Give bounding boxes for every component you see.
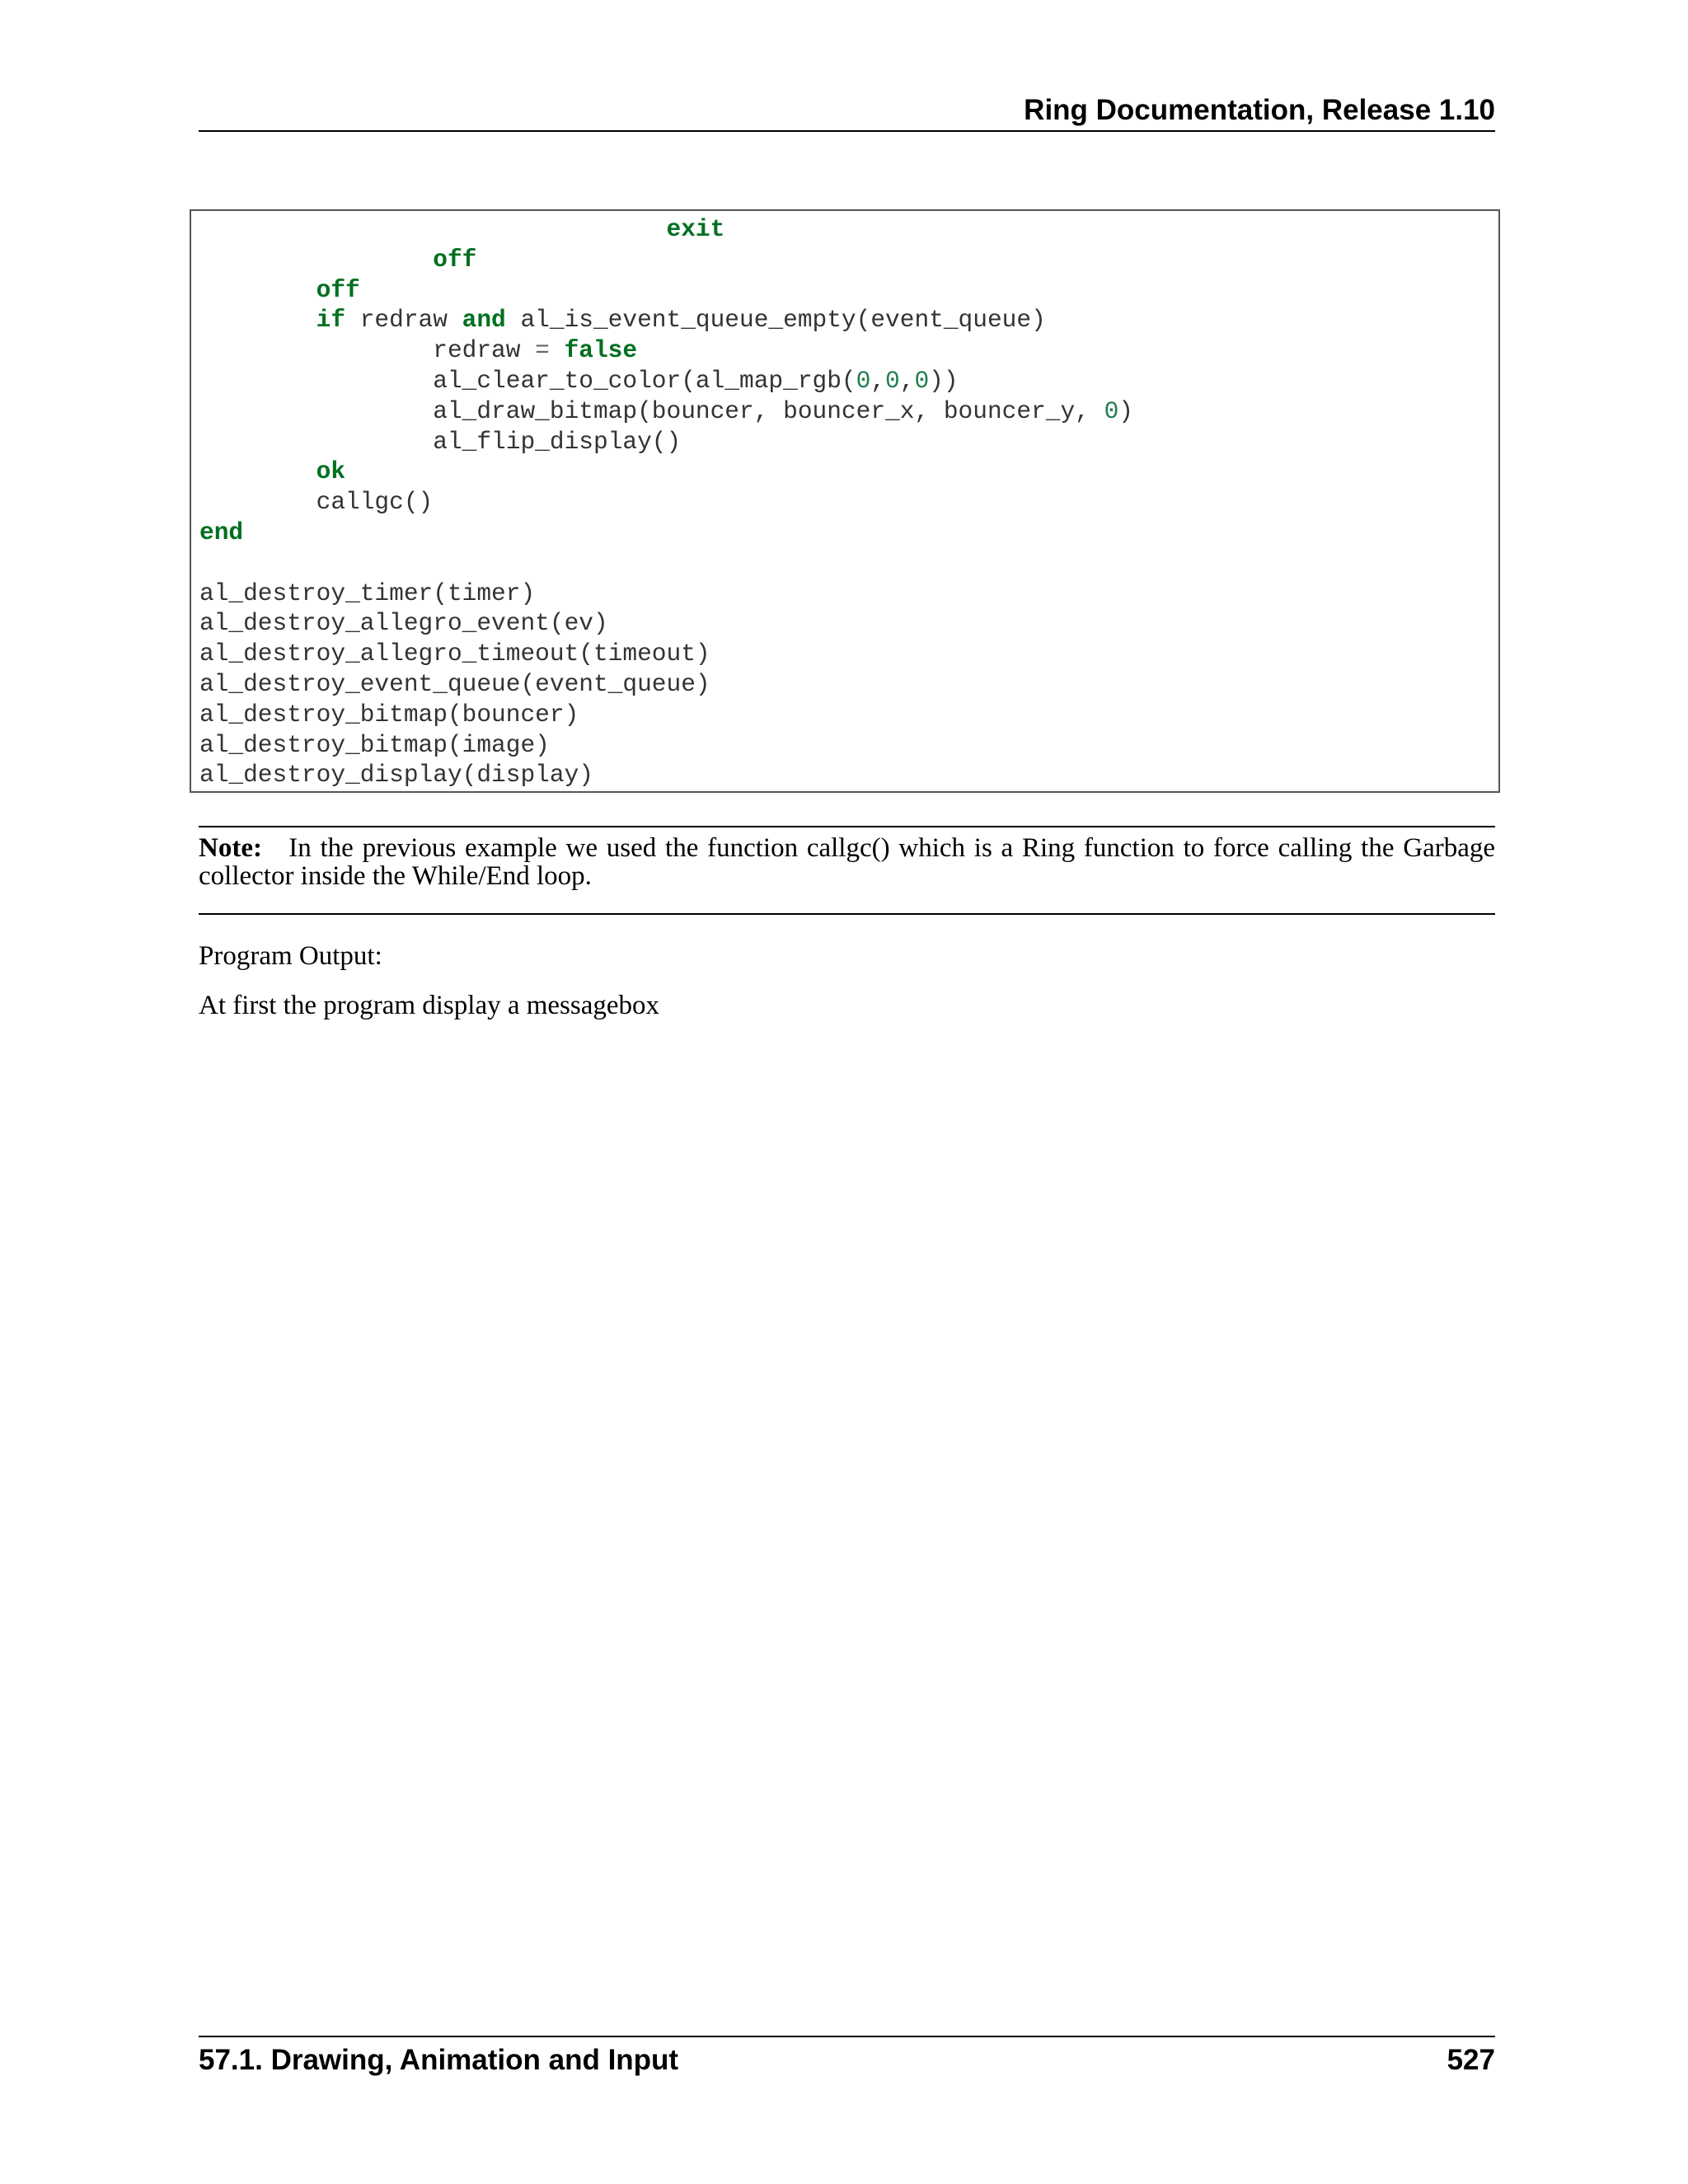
code-token: callgc() bbox=[199, 488, 434, 517]
code-listing bbox=[199, 214, 1133, 790]
code-line bbox=[199, 639, 1133, 669]
code-line bbox=[199, 457, 1133, 487]
code-number: 0 bbox=[1104, 396, 1119, 425]
code-line bbox=[199, 396, 1133, 427]
code-token: redraw bbox=[345, 306, 462, 335]
code-token: al_destroy_bitmap(bouncer) bbox=[199, 700, 579, 729]
code-keyword: off bbox=[316, 275, 360, 304]
code-line bbox=[199, 579, 1133, 609]
footer-divider bbox=[199, 2036, 1495, 2037]
code-line bbox=[199, 730, 1133, 761]
code-line bbox=[199, 305, 1133, 335]
code-token: al_destroy_allegro_event(ev) bbox=[199, 609, 608, 638]
code-line bbox=[199, 669, 1133, 700]
code-token: al_destroy_display(display) bbox=[199, 761, 593, 790]
code-block bbox=[190, 209, 1500, 793]
code-token: )) bbox=[929, 366, 959, 395]
code-line bbox=[199, 245, 1133, 275]
code-keyword: exit bbox=[666, 215, 725, 243]
code-keyword: ok bbox=[316, 457, 346, 486]
code-number: 0 bbox=[856, 366, 871, 395]
code-line bbox=[199, 214, 1133, 245]
code-line bbox=[199, 427, 1133, 457]
code-keyword: and bbox=[462, 306, 506, 335]
code-token bbox=[199, 306, 316, 334]
code-token: redraw bbox=[199, 336, 536, 365]
code-line bbox=[199, 335, 1133, 366]
code-line bbox=[199, 700, 1133, 730]
code-token: al_destroy_bitmap(image) bbox=[199, 730, 550, 759]
code-token: , bbox=[870, 366, 886, 395]
code-keyword: false bbox=[564, 336, 638, 365]
code-token: al_flip_display() bbox=[199, 427, 682, 456]
code-line bbox=[199, 275, 1133, 306]
code-token: al_draw_bitmap(bouncer, bouncer_x, bouncer_y, bbox=[199, 396, 1104, 425]
code-number: 0 bbox=[914, 366, 930, 395]
code-keyword: end bbox=[199, 518, 244, 546]
code-token bbox=[199, 246, 433, 274]
code-token: al_destroy_event_queue(event_queue) bbox=[199, 669, 710, 698]
code-line bbox=[199, 548, 1133, 579]
code-token: al_destroy_timer(timer) bbox=[199, 579, 536, 607]
code-token: al_clear_to_color(al_map_rgb( bbox=[199, 366, 856, 395]
code-token: , bbox=[899, 366, 915, 395]
code-number: 0 bbox=[885, 366, 900, 395]
note-top-divider bbox=[199, 826, 1495, 827]
code-token bbox=[550, 336, 565, 364]
code-token bbox=[199, 215, 667, 243]
header-divider bbox=[199, 130, 1495, 132]
code-token: al_is_event_queue_empty(event_queue) bbox=[505, 306, 1046, 335]
code-token bbox=[199, 276, 316, 304]
code-line bbox=[199, 366, 1133, 396]
note-text: In the previous example we used the function callgc() which is a Ring function to force calling the Garbage collector inside the While/End loop. bbox=[199, 833, 1495, 891]
code-line bbox=[199, 608, 1133, 639]
code-token: ) bbox=[1118, 396, 1133, 425]
running-header-title: Ring Documentation, Release 1.10 bbox=[1024, 94, 1495, 126]
code-keyword: off bbox=[433, 245, 477, 274]
note-label: Note: bbox=[199, 833, 262, 863]
footer-page-number: 527 bbox=[1447, 2044, 1495, 2076]
program-output-paragraph: Program Output: bbox=[199, 941, 382, 971]
note-admonition bbox=[199, 834, 1495, 890]
note-bottom-divider bbox=[199, 913, 1495, 915]
code-line bbox=[199, 760, 1133, 790]
footer-section-title: 57.1. Drawing, Animation and Input bbox=[199, 2044, 679, 2076]
code-line bbox=[199, 518, 1133, 548]
code-token bbox=[199, 457, 316, 485]
code-token: = bbox=[535, 336, 550, 365]
code-token: al_destroy_allegro_timeout(timeout) bbox=[199, 640, 710, 668]
first-output-paragraph: At first the program display a messagebox bbox=[199, 991, 660, 1020]
code-line bbox=[199, 487, 1133, 518]
code-keyword: if bbox=[316, 306, 346, 335]
